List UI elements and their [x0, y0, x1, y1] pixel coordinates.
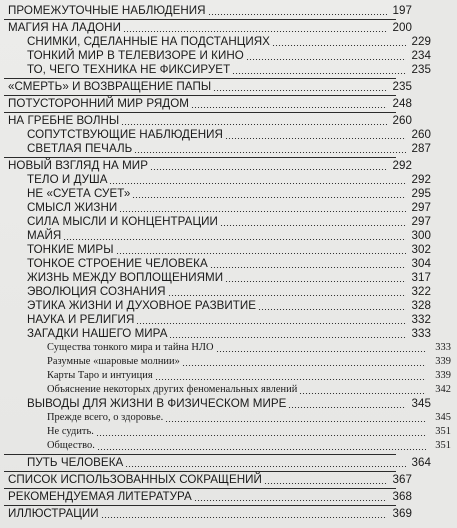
dot-leader	[134, 152, 406, 153]
dot-leader	[210, 267, 406, 268]
toc-entry-page: 351	[435, 426, 451, 437]
toc-entry-page: 339	[435, 370, 451, 381]
dot-leader	[121, 124, 387, 125]
toc-entry-page: 333	[435, 342, 451, 353]
toc-entry-title: СНИМКИ, СДЕЛАННЫЕ НА ПОДСТАНЦИЯХ	[27, 35, 270, 48]
dot-leader	[168, 295, 406, 296]
dot-leader	[96, 435, 426, 436]
dot-leader	[258, 309, 406, 310]
toc-entry-title: МАЙЯ	[27, 229, 62, 242]
dot-leader	[264, 483, 387, 484]
divider	[4, 157, 396, 158]
toc-entry-title: ТЕЛО И ДУША	[27, 173, 108, 186]
toc-entry-page: 322	[411, 285, 431, 298]
toc-entry-chapter	[0, 159, 418, 173]
toc-entry-chapter	[0, 114, 418, 128]
toc-entry-title: Не судить.	[47, 426, 94, 437]
dot-leader	[123, 31, 387, 32]
toc-entry-page: 317	[411, 271, 431, 284]
toc-entry-section	[0, 397, 437, 411]
toc-entry-page: 235	[392, 80, 412, 93]
toc-entry-page: 345	[435, 412, 451, 423]
toc-entry-title: Прежде всего, о здоровье.	[47, 412, 164, 423]
dot-leader	[288, 407, 406, 408]
toc-entry-title: ЖИЗНЬ МЕЖДУ ВОПЛОЩЕНИЯМИ	[27, 271, 224, 284]
toc-entry-section	[0, 128, 437, 142]
toc-entry-title: ЗАГАДКИ НАШЕГО МИРА	[27, 327, 168, 340]
toc-entry-section	[0, 257, 437, 271]
toc-entry-section	[0, 229, 437, 243]
toc-entry-section	[0, 313, 437, 327]
toc-entry-title: ЭТИКА ЖИЗНИ И ДУХОВНОЕ РАЗВИТИЕ	[27, 299, 257, 312]
toc-entry-section	[0, 285, 437, 299]
toc-entry-section	[0, 243, 437, 257]
toc-entry-subsection	[0, 341, 457, 355]
toc-entry-title: Существа тонкого мира и тайна НЛО	[47, 342, 214, 353]
toc-entry-title: ТО, ЧЕГО ТЕХНИКА НЕ ФИКСИРУЕТ	[27, 63, 231, 76]
toc-entry-page: 328	[411, 299, 431, 312]
toc-entry-page: 197	[392, 4, 412, 17]
dot-leader	[136, 323, 406, 324]
toc-entry-page: 368	[392, 490, 412, 503]
divider	[4, 454, 396, 455]
toc-entry-page: 297	[411, 215, 431, 228]
dot-leader	[182, 365, 426, 366]
dot-leader	[208, 14, 387, 15]
toc-entry-page: 229	[411, 35, 431, 48]
toc-entry-page: 351	[435, 440, 451, 451]
toc-entry-page: 295	[411, 187, 431, 200]
toc-entry-page: 287	[411, 142, 431, 155]
dot-leader	[63, 239, 406, 240]
dot-leader	[97, 449, 426, 450]
toc-entry-subsection	[0, 355, 457, 369]
toc-entry-chapter	[0, 473, 418, 487]
divider	[4, 488, 396, 489]
toc-entry-page: 333	[411, 327, 431, 340]
toc-entry-title: НА ГРЕБНЕ ВОЛНЫ	[8, 114, 120, 127]
dot-leader	[299, 393, 426, 394]
dot-leader	[191, 107, 387, 108]
toc-entry-section	[0, 35, 437, 49]
toc-entry-page: 367	[392, 473, 412, 486]
dot-leader	[109, 183, 406, 184]
toc-entry-section	[0, 173, 437, 187]
toc-entry-title: ТОНКОЕ СТРОЕНИЕ ЧЕЛОВЕКА	[27, 257, 208, 270]
dot-leader	[119, 211, 406, 212]
divider	[4, 505, 396, 506]
toc-entry-title: Разумные «шаровые молнии»	[47, 356, 180, 367]
toc-entry-title: ТОНКИЕ МИРЫ	[27, 243, 114, 256]
dot-leader	[216, 351, 426, 352]
toc-entry-page: 234	[411, 49, 431, 62]
toc-entry-section	[0, 456, 437, 470]
toc-entry-title: ЭВОЛЮЦИЯ СОЗНАНИЯ	[27, 285, 166, 298]
toc-entry-title: Объяснение некоторых других феноменальных явлений	[47, 384, 298, 395]
toc-entry-chapter	[0, 21, 418, 35]
toc-entry-title: ВЫВОДЫ ДЛЯ ЖИЗНИ В ФИЗИЧЕСКОМ МИРЕ	[27, 397, 287, 410]
toc-entry-section	[0, 142, 437, 156]
toc-entry-chapter	[0, 4, 418, 18]
toc-entry-chapter	[0, 97, 418, 111]
dot-leader	[116, 253, 406, 254]
dot-leader	[213, 90, 387, 91]
toc-entry-subsection	[0, 383, 457, 397]
toc-entry-section	[0, 271, 437, 285]
toc-entry-section	[0, 49, 437, 63]
divider	[4, 471, 396, 472]
toc-entry-title: НАУКА И РЕЛИГИЯ	[27, 313, 135, 326]
toc-entry-page: 342	[435, 384, 451, 395]
toc-entry-page: 292	[392, 159, 412, 172]
dot-leader	[272, 45, 406, 46]
divider	[4, 19, 396, 20]
toc-entry-title: ИЛЛЮСТРАЦИИ	[8, 507, 99, 520]
toc-entry-title: СВЕТЛАЯ ПЕЧАЛЬ	[27, 142, 133, 155]
dot-leader	[225, 138, 406, 139]
toc-entry-chapter	[0, 80, 418, 94]
dot-leader	[246, 59, 406, 60]
toc-entry-page: 339	[435, 356, 451, 367]
dot-leader	[125, 466, 406, 467]
toc-entry-subsection	[0, 439, 457, 453]
dot-leader	[225, 281, 406, 282]
toc-entry-subsection	[0, 411, 457, 425]
dot-leader	[194, 500, 387, 501]
dot-leader	[165, 421, 426, 422]
dot-leader	[132, 197, 406, 198]
toc-entry-page: 302	[411, 243, 431, 256]
divider	[4, 95, 396, 96]
toc-entry-title: НЕ «СУЕТА СУЕТ»	[27, 187, 131, 200]
toc-entry-title: ПРОМЕЖУТОЧНЫЕ НАБЛЮДЕНИЯ	[8, 4, 206, 17]
toc-entry-title: МАГИЯ НА ЛАДОНИ	[8, 21, 121, 34]
toc-entry-section	[0, 327, 437, 341]
toc-entry-page: 292	[411, 173, 431, 186]
toc-entry-title: Общество.	[47, 440, 95, 451]
dot-leader	[220, 225, 406, 226]
toc-entry-page: 364	[411, 456, 431, 469]
toc-entry-page: 260	[411, 128, 431, 141]
toc-entry-title: СИЛА МЫСЛИ И КОНЦЕНТРАЦИИ	[27, 215, 218, 228]
toc-entry-section	[0, 299, 437, 313]
toc-entry-chapter	[0, 490, 418, 504]
dot-leader	[150, 169, 387, 170]
toc-entry-title: НОВЫЙ ВЗГЛЯД НА МИР	[8, 159, 148, 172]
toc-entry-page: 369	[392, 507, 412, 520]
toc-entry-title: «СМЕРТЬ» И ВОЗВРАЩЕНИЕ ПАПЫ	[8, 80, 212, 93]
toc-entry-title: ПУТЬ ЧЕЛОВЕКА	[27, 456, 124, 469]
toc-entry-title: Карты Таро и интуиция	[47, 370, 153, 381]
dot-leader	[101, 517, 387, 518]
toc-entry-page: 345	[411, 397, 431, 410]
toc-entry-page: 332	[411, 313, 431, 326]
toc-entry-title: ПОТУСТОРОННИЙ МИР РЯДОМ	[8, 97, 189, 110]
divider	[4, 78, 396, 79]
toc-entry-title: СМЫСЛ ЖИЗНИ	[27, 201, 118, 214]
toc-entry-page: 300	[411, 229, 431, 242]
toc-entry-title: СОПУТСТВУЮЩИЕ НАБЛЮДЕНИЯ	[27, 128, 223, 141]
toc-entry-page: 260	[392, 114, 412, 127]
toc-entry-title: СПИСОК ИСПОЛЬЗОВАННЫХ СОКРАЩЕНИЙ	[8, 473, 262, 486]
toc-entry-page: 248	[392, 97, 412, 110]
toc-entry-page: 304	[411, 257, 431, 270]
dot-leader	[155, 379, 426, 380]
toc-entry-title: РЕКОМЕНДУЕМАЯ ЛИТЕРАТУРА	[8, 490, 192, 503]
toc-entry-page: 297	[411, 201, 431, 214]
dot-leader	[232, 73, 406, 74]
toc-entry-subsection	[0, 425, 457, 439]
toc-entry-chapter	[0, 507, 418, 521]
toc-entry-section	[0, 63, 437, 77]
toc-entry-page: 200	[392, 21, 412, 34]
toc-entry-section	[0, 201, 437, 215]
dot-leader	[169, 337, 406, 338]
toc-entry-section	[0, 187, 437, 201]
toc-entry-subsection	[0, 369, 457, 383]
toc-entry-title: ТОНКИЙ МИР В ТЕЛЕВИЗОРЕ И КИНО	[27, 49, 244, 62]
toc-entry-section	[0, 215, 437, 229]
toc-entry-page: 235	[411, 63, 431, 76]
divider	[4, 112, 396, 113]
